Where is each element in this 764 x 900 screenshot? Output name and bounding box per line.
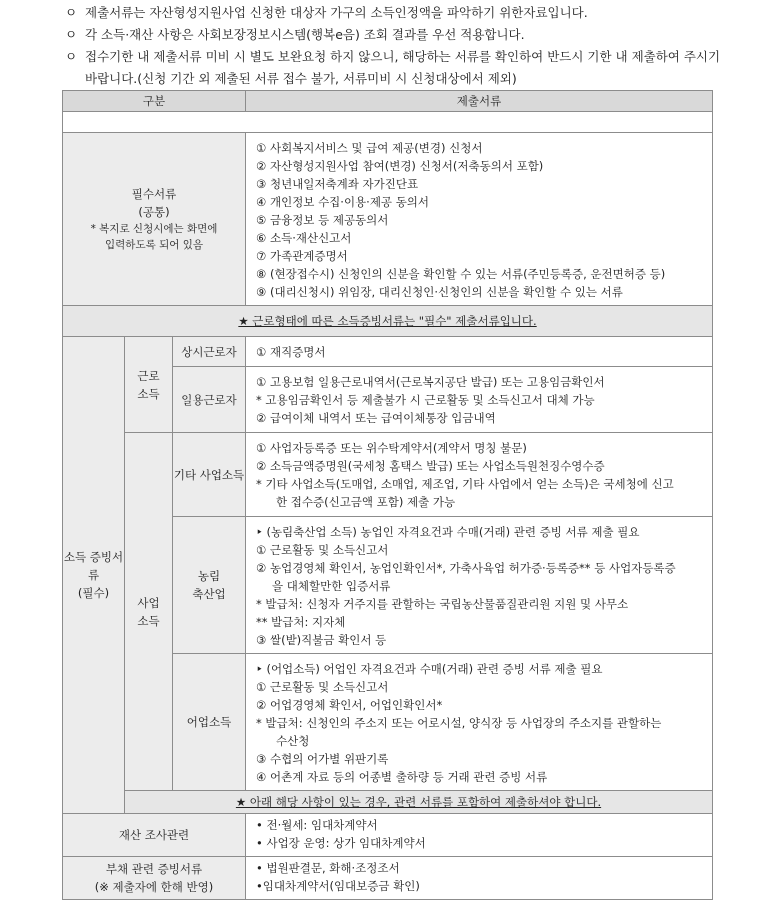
labor-income-label xyxy=(125,337,173,433)
list-item: ① 사회복지서비스 및 급여 제공(변경) 신청서 xyxy=(256,141,483,155)
note-text: 각 소득·재산 사항은 사회보장정보시스템(행복e음) 조회 결과를 우선 적용합니다. xyxy=(85,27,525,42)
banner-row xyxy=(63,791,713,814)
agriculture-label-line: 축산업 xyxy=(192,587,226,601)
table-header-row xyxy=(63,91,713,112)
list-item: ⑨ (대리신청시) 위임장, 대리신청인·신청인의 신분을 확인할 수 있는 서류 xyxy=(256,285,623,299)
list-item: * 고용임금확인서 등 제출불가 시 근로활동 및 소득신고서 대체 가능 xyxy=(256,393,595,407)
list-item: •임대차계약서(임대보증금 확인) xyxy=(256,879,420,893)
required-label: 필수서류 xyxy=(131,187,177,201)
agriculture-label xyxy=(173,517,246,654)
list-item: ① 고용보험 일용근로내역서(근로복지공단 발급) 또는 고용임금확인서 xyxy=(256,375,605,389)
list-item: ⑥ 소득·재산신고서 xyxy=(256,231,352,245)
header-category: 구분 xyxy=(63,91,246,112)
debt-row xyxy=(63,857,713,900)
list-item: ② 어업경영체 확인서, 어업인확인서* xyxy=(256,698,443,712)
business-income-label xyxy=(125,433,173,791)
header-documents: 제출서류 xyxy=(246,91,713,112)
other-business-docs xyxy=(246,433,713,517)
income-label: (필수) xyxy=(77,586,110,600)
list-item: 수산청 xyxy=(276,734,310,748)
list-item: 한 접수증(신고금액 포함) 제출 가능 xyxy=(276,495,456,509)
documents-table xyxy=(62,90,713,900)
debt-label-line: 부채 관련 증빙서류 xyxy=(105,862,203,876)
list-item: ③ 쌀(밭)직불금 확인서 등 xyxy=(256,633,387,647)
required-note: 입력하도록 되어 있음 xyxy=(105,239,203,251)
regular-worker-docs xyxy=(246,337,713,367)
agriculture-label-line: 농림 xyxy=(197,569,221,583)
debt-label xyxy=(63,857,246,900)
note-item xyxy=(65,24,725,46)
property-label: 재산 조사관련 xyxy=(63,814,246,857)
list-item: ③ 청년내일저축계좌 자가진단표 xyxy=(256,177,419,191)
list-item: ② 소득금액증명원(국세청 홈택스 발급) 또는 사업소득원천징수영수증 xyxy=(256,459,605,473)
list-item: * 발급처: 신청자 거주지를 관할하는 국립농산물품질관리원 지원 및 사무소 xyxy=(256,597,629,611)
required-docs-label xyxy=(63,133,246,306)
list-item: • 전·월세: 임대차계약서 xyxy=(256,818,378,832)
list-item: ① 재직증명서 xyxy=(256,345,326,359)
regular-worker-label: 상시근로자 xyxy=(173,337,246,367)
list-item: ⑧ (현장접수시) 신청인의 신분을 확인할 수 있는 서류(주민등록증, 운전면허증 등) xyxy=(256,267,666,281)
other-business-label: 기타 사업소득 xyxy=(173,433,246,517)
regular-worker-row xyxy=(63,337,713,367)
list-item: 을 대체할만한 입증서류 xyxy=(272,579,391,593)
list-item: ② 자산형성지원사업 참여(변경) 신청서(저축동의서 포함) xyxy=(256,159,544,173)
list-item: * 기타 사업소득(도매업, 소매업, 제조업, 기타 사업에서 얻는 소득)은 국세청에 신고 xyxy=(256,477,674,491)
other-business-row xyxy=(63,433,713,517)
required-docs-row xyxy=(63,133,713,306)
daily-worker-label: 일용근로자 xyxy=(173,367,246,433)
additional-docs-banner: ★ 아래 해당 사항이 있는 경우, 관련 서류를 포함하여 제출하셔야 합니다. xyxy=(235,795,602,809)
labor-label: 소득 xyxy=(137,386,160,401)
note-text: 제출서류는 자산형성지원사업 신청한 대상자 가구의 소득인정액을 파악하기 위한자료입니다. xyxy=(85,5,588,20)
income-proof-banner: ★ 근로형태에 따른 소득증빙서류는 "필수" 제출서류입니다. xyxy=(238,314,537,328)
list-item: ** 발급처: 지자체 xyxy=(256,615,346,629)
business-label: 소득 xyxy=(137,613,160,628)
note-text: 접수기한 내 제출서류 미비 시 별도 보완요청 하지 않으니, 해당하는 서류를 확인하여 반드시 기한 내 제출하여 주시기 바랍니다.(신청 기간 외 제출된 서류 접수 불가, 서류미비 시 신청대상에서 제외) xyxy=(85,49,721,86)
income-label: 소득 증빙서 xyxy=(63,550,124,564)
list-item: • 법원판결문, 화해·조정조서 xyxy=(256,861,400,875)
list-item: * 발급처: 신청인의 주소지 또는 어로시설, 양식장 등 사업장의 주소지를 관할하는 xyxy=(256,716,662,730)
property-row xyxy=(63,814,713,857)
list-item: ① 근로활동 및 소득신고서 xyxy=(256,543,389,557)
debt-label-line: (※ 제출자에 한해 반영) xyxy=(94,880,214,894)
list-item: • 사업장 운영: 상가 임대차계약서 xyxy=(256,836,426,850)
note-marker: ㅇ xyxy=(65,27,78,42)
agriculture-docs xyxy=(246,517,713,654)
list-item: ⑤ 금융정보 등 제공동의서 xyxy=(256,213,389,227)
debt-docs xyxy=(246,857,713,900)
note-marker: ㅇ xyxy=(65,5,78,20)
required-note: * 복지로 신청시에는 화면에 xyxy=(90,223,218,235)
list-item: ① 사업자등록증 또는 위수탁계약서(계약서 명칭 불문) xyxy=(256,441,527,455)
list-item: ③ 수협의 어가별 위판기록 xyxy=(256,752,389,766)
property-docs xyxy=(246,814,713,857)
note-marker: ㅇ xyxy=(65,49,78,64)
banner-row xyxy=(63,306,713,337)
note-item xyxy=(65,2,725,24)
list-item: ④ 어촌계 자료 등의 어종별 출하량 등 거래 관련 증빙 서류 xyxy=(256,770,548,784)
list-item: ② 농업경영체 확인서, 농업인확인서*, 가축사육업 허가증·등록증** 등 사업자등록증 xyxy=(256,561,676,575)
note-item xyxy=(65,46,725,90)
business-label: 사업 xyxy=(137,595,160,610)
income-proof-label xyxy=(63,337,125,814)
income-label: 류 xyxy=(87,568,100,582)
list-item: ④ 개인정보 수집·이용·제공 동의서 xyxy=(256,195,430,209)
list-item: ⑦ 가족관계증명서 xyxy=(256,249,348,263)
daily-worker-docs xyxy=(246,367,713,433)
list-item: ‣ (어업소득) 어업인 자격요건과 수매(거래) 관련 증빙 서류 제출 필요 xyxy=(256,662,603,676)
fishery-docs xyxy=(246,654,713,791)
list-item: ① 근로활동 및 소득신고서 xyxy=(256,680,389,694)
required-docs-list xyxy=(246,133,713,306)
table-spacer xyxy=(63,112,713,133)
required-sublabel: (공통) xyxy=(138,205,170,219)
list-item: ‣ (농림축산업 소득) 농업인 자격요건과 수매(거래) 관련 증빙 서류 제출 필요 xyxy=(256,525,640,539)
list-item: ② 급여이체 내역서 또는 급여이체통장 입금내역 xyxy=(256,411,496,425)
fishery-label: 어업소득 xyxy=(173,654,246,791)
labor-label: 근로 xyxy=(137,368,160,383)
